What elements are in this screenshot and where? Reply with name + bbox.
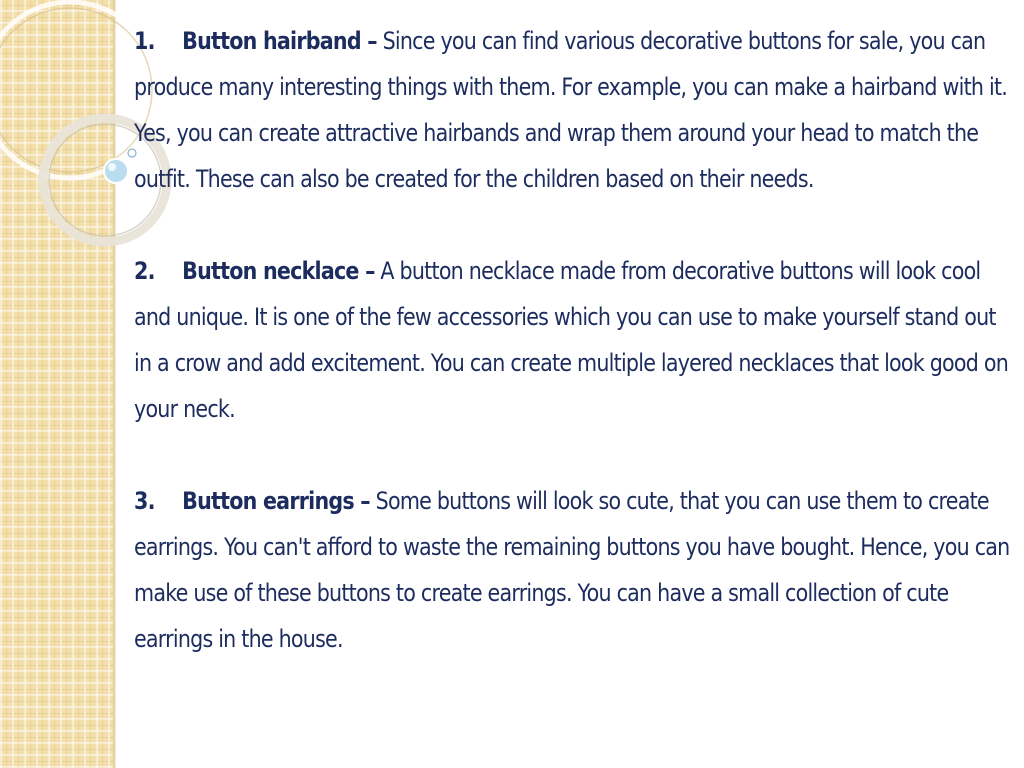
item-term: Button necklace – [182,257,375,285]
item-number: 3. [134,487,155,515]
list-item [134,248,1011,432]
list-item [134,18,1011,202]
item-description: Since you can find various decorative buttons for sale, you can produce many interesting things with them. For example, you can make a hairband with it. Yes, you can create attractive hairbands and wrap them around your head to match the outfit. These can also be created for the children based on their needs. [134,27,1008,193]
item-number: 1. [134,27,155,55]
item-description: Some buttons will look so cute, that you can use them to create earrings. You can't afford to waste the remaining buttons you have bought. Hence, you can make use of these buttons to create earrings. You can have a small collection of cute earrings in the house. [134,487,1010,653]
decorative-rings-graphic [0,0,150,260]
article-content [134,18,1011,662]
list-item [134,478,1011,662]
item-description: A button necklace made from decorative buttons will look cool and unique. It is one of the few accessories which you can use to make yourself stand out in a crow and add excitement. You can create multiple layered necklaces that look good on your neck. [134,257,1009,423]
item-term: Button hairband – [182,27,377,55]
item-number: 2. [134,257,155,285]
item-term: Button earrings – [182,487,370,515]
